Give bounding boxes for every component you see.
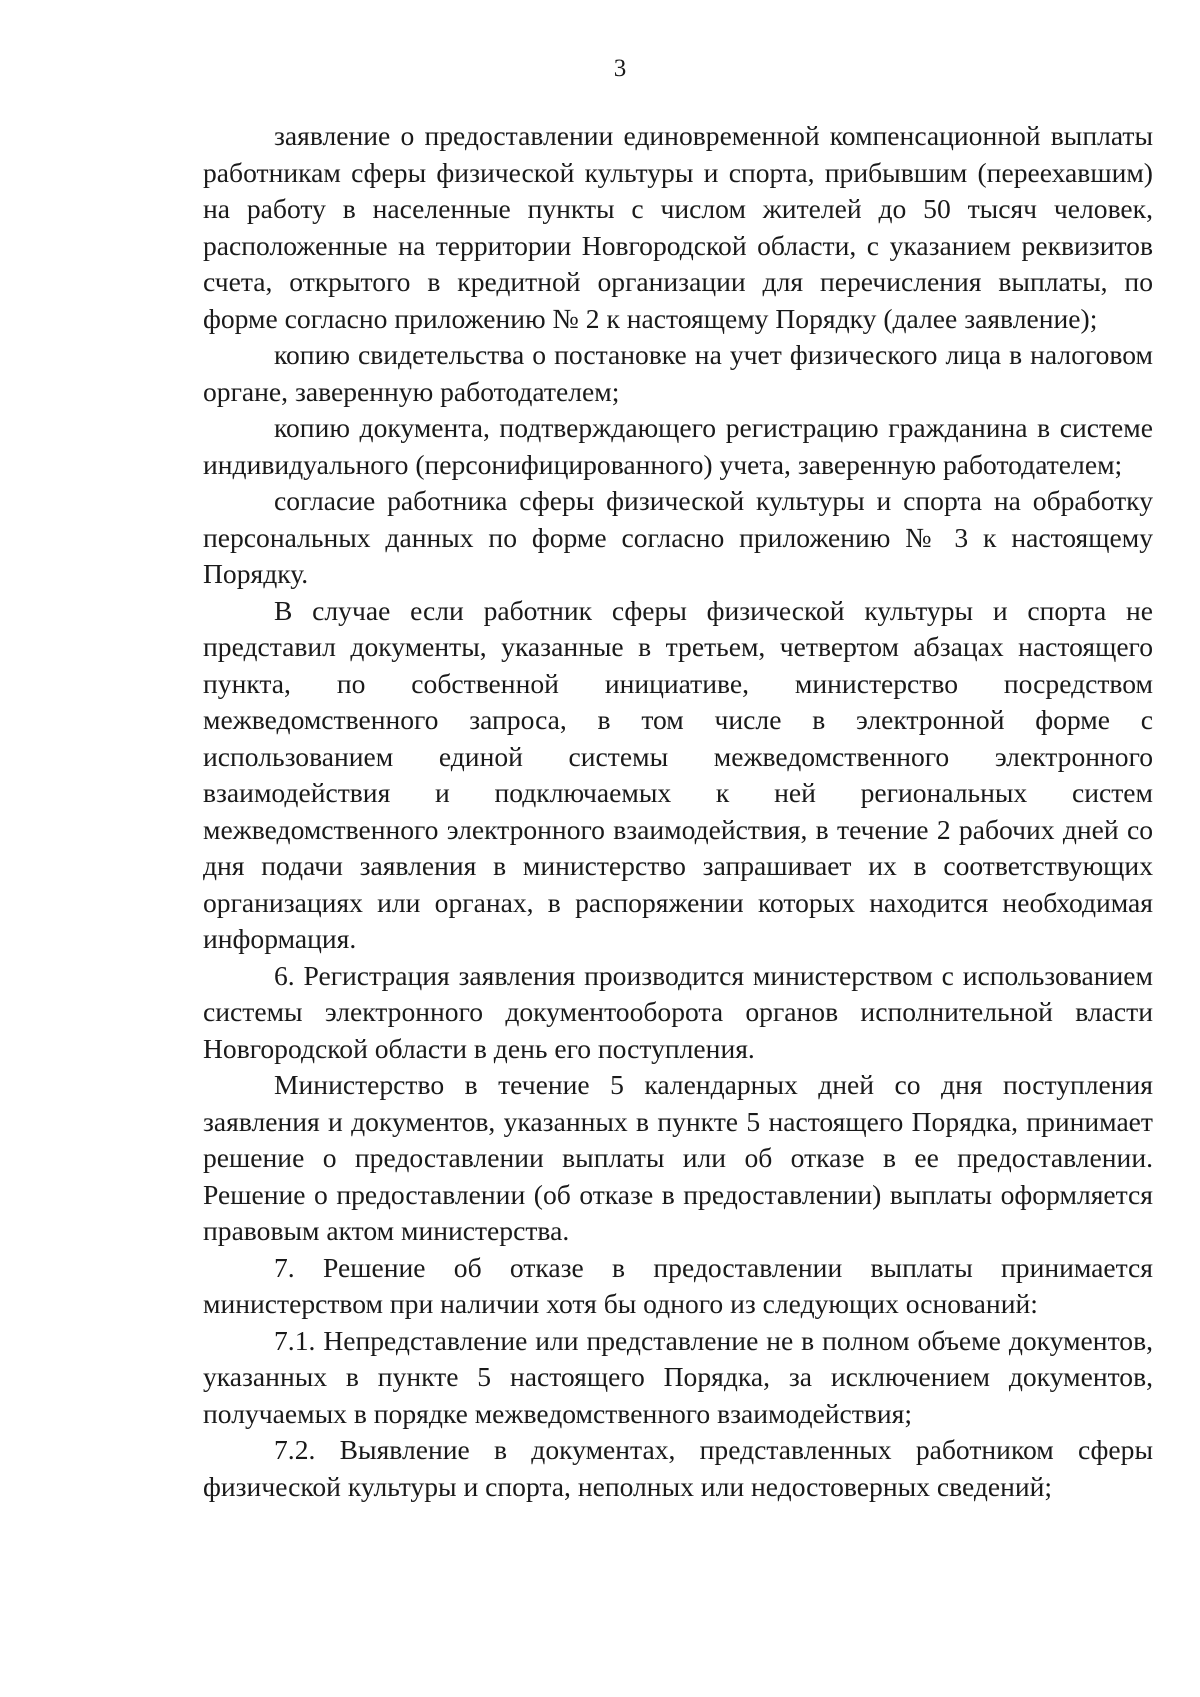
- paragraph-decision-timing: Министерство в течение 5 календарных дней со дня поступления заявления и документов, указанных в пункте 5 настоящего Порядка, принимает решение о предоставлении выплаты или об отказе в ее предоставлении. Решение о предоставлении (об отказе в предоставлении) выплаты оформляется правовым актом министерства.: [203, 1069, 1153, 1246]
- document-body: [203, 118, 1153, 1505]
- paragraph-item-7-1: 7.1. Непредставление или представление не в полном объеме документов, указанных в пункте 5 настоящего Порядка, за исключением документов, получаемых в порядке межведомственного взаимодействия;: [203, 1324, 1153, 1429]
- paragraph-item-6-registration: 6. Регистрация заявления производится министерством с использованием системы электронного документооборота органов исполнительной власти Новгородской области в день его поступления.: [203, 959, 1153, 1064]
- paragraph-registration-document-copy: копию документа, подтверждающего регистрацию гражданина в системе индивидуального (персонифицированного) учета, заверенную работодателем;: [203, 412, 1153, 480]
- paragraph-item-7-2: 7.2. Выявление в документах, представленных работником сферы физической культуры и спорта, неполных или недостоверных сведений;: [203, 1434, 1153, 1502]
- paragraph-application: заявление о предоставлении единовременной компенсационной выплаты работникам сферы физической культуры и спорта, прибывшим (переехавшим) на работу в населенные пункты с числом жителей до 50 тысяч человек, расположенные на территории Новгородской области, с указанием реквизитов счета, открытого в кредитной организации для перечисления выплаты, по форме согласно приложению № 2 к настоящему Порядку (далее заявление);: [203, 120, 1153, 334]
- paragraph-personal-data-consent: согласие работника сферы физической культуры и спорта на обработку персональных данных по форме согласно приложению № 3 к настоящему Порядку.: [203, 485, 1153, 589]
- paragraph-interagency-request: В случае если работник сферы физической культуры и спорта не представил документы, указанные в третьем, четвертом абзацах настоящего пункта, по собственной инициативе, министерство посредством межведомственного запроса, в том числе в электронной форме с использованием единой системы межведомственного электронного взаимодействия и подключаемых к ней региональных систем межведомственного электронного взаимодействия, в течение 2 рабочих дней со дня подачи заявления в министерство запрашивает их в соответствующих организациях или органах, в распоряжении которых находится необходимая информация.: [203, 594, 1153, 954]
- page-number: 3: [613, 55, 627, 82]
- paragraph-item-7-refusal: 7. Решение об отказе в предоставлении выплаты принимается министерством при наличии хотя бы одного из следующих оснований:: [203, 1251, 1153, 1319]
- paragraph-tax-certificate-copy: копию свидетельства о постановке на учет физического лица в налоговом органе, заверенную работодателем;: [203, 339, 1153, 407]
